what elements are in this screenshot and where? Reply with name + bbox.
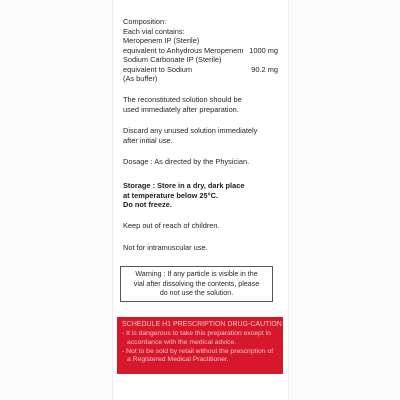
composition-amount: 90.2 mg	[251, 64, 278, 74]
composition-heading: Composition:	[123, 17, 167, 26]
composition-line: Meropenem IP (Sterile)	[123, 36, 200, 45]
caution-text: - It is dangerous to take this preparation except in	[122, 330, 271, 337]
discard-note: Discard any unused solution immediately	[123, 126, 258, 135]
composition-row	[123, 65, 278, 74]
reconstitution-note: The reconstituted solution should be	[123, 95, 242, 104]
warning-box	[120, 266, 273, 302]
warning-text: vial after dissolving the contents, please	[133, 279, 260, 288]
children-note: Keep out of reach of children.	[123, 221, 220, 230]
warning-text: do not use the solution.	[159, 289, 234, 298]
composition-item: equivalent to Sodium	[123, 64, 193, 74]
composition-amount: 1000 mg	[249, 45, 278, 55]
storage-note: Storage : Store in a dry, dark place	[123, 181, 245, 190]
warning-text: Warning : If any particle is visible in the	[135, 270, 258, 278]
caution-text: accordance with the medical advice.	[127, 338, 237, 346]
composition-line: (As buffer)	[123, 74, 158, 83]
composition-row	[123, 46, 278, 55]
reconstitution-note: used immediately after preparation.	[123, 104, 239, 114]
dosage-note: Dosage : As directed by the Physician.	[123, 157, 250, 166]
composition-item: equivalent to Anhydrous Meropenem	[123, 45, 244, 55]
intramuscular-note: Not for intramuscular use.	[123, 243, 208, 252]
schedule-heading: SCHEDULE H1 PRESCRIPTION DRUG-CAUTION	[122, 321, 282, 328]
storage-note: Do not freeze.	[123, 200, 172, 209]
discard-note: after initial use.	[123, 135, 173, 145]
storage-note: at temperature below 25°C.	[123, 190, 218, 200]
caution-text: a Registered Medical Practitioner.	[127, 356, 229, 364]
caution-text: - Not to be sold by retail without the prescription of	[122, 347, 274, 355]
composition-line: Each vial contains:	[123, 26, 185, 36]
composition-line: Sodium Carbonate IP (Sterile)	[123, 55, 222, 64]
schedule-caution-box	[117, 317, 283, 374]
